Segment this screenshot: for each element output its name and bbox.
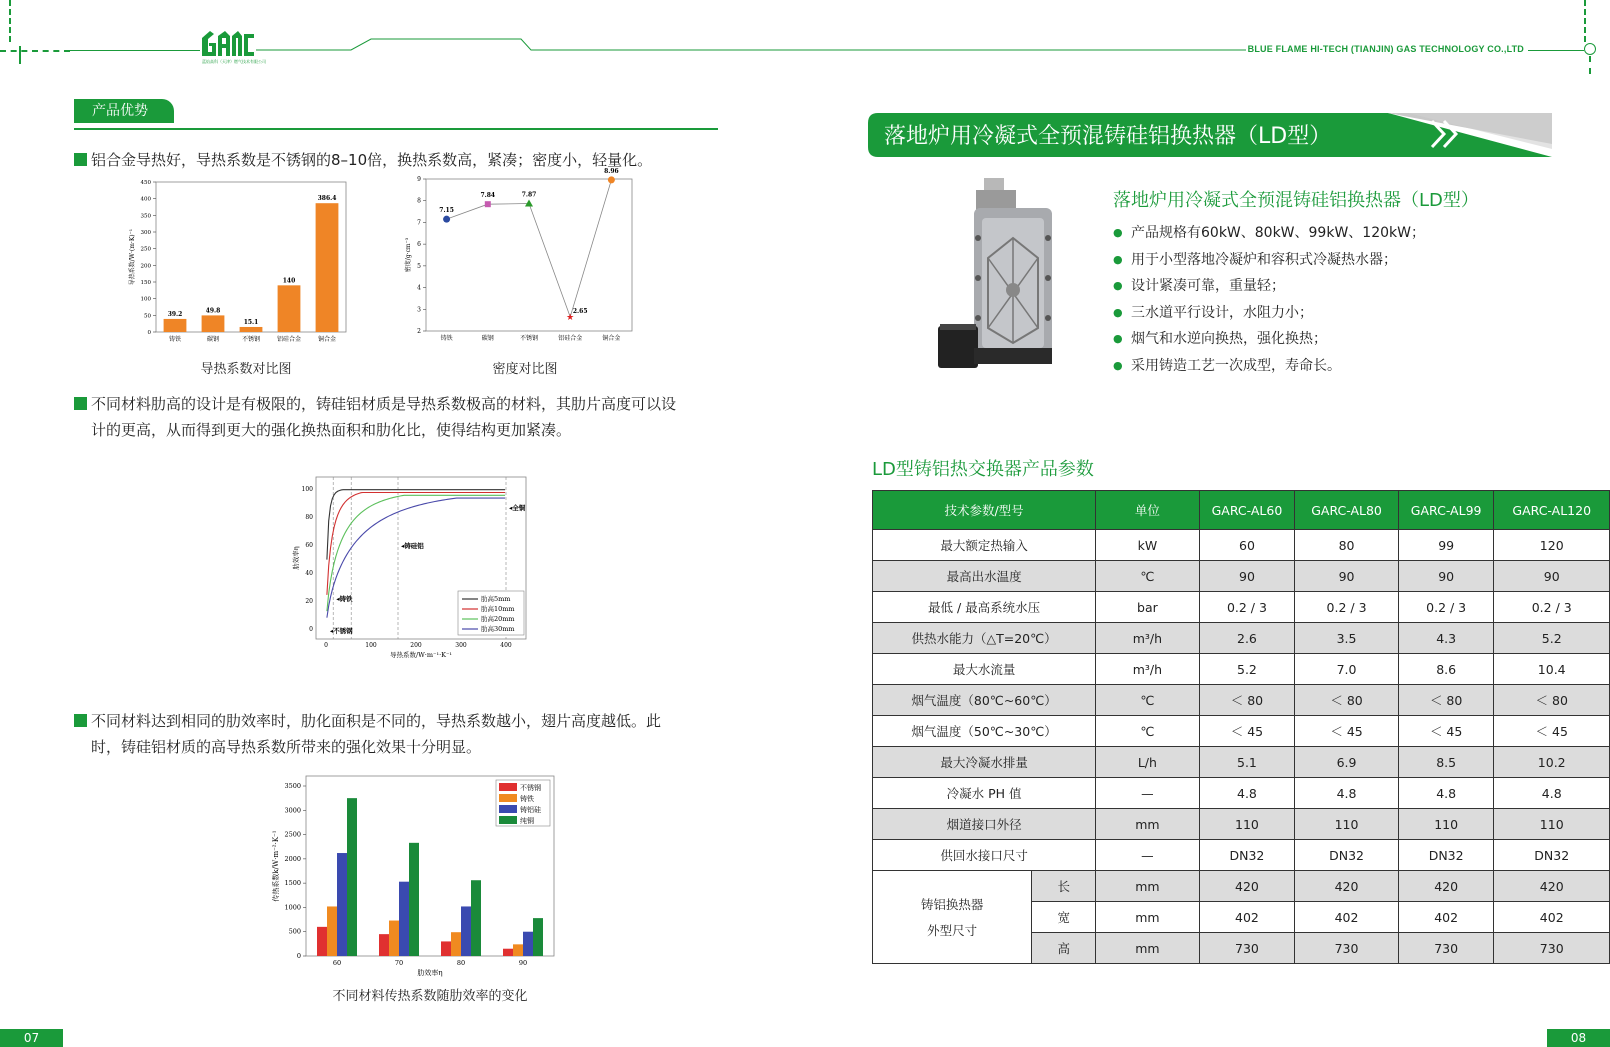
- caption-density: 密度对比图: [492, 362, 558, 377]
- marker: ★: [566, 312, 575, 323]
- x-tick-label: 300: [455, 642, 467, 649]
- table-cell: 烟气温度（50℃~30℃）: [873, 716, 1096, 747]
- table-cell: 冷凝水 PH 值: [873, 778, 1096, 809]
- table-cell: 420: [1199, 871, 1295, 902]
- x-tick-label: 400: [500, 642, 512, 649]
- x-tick-label: 铜合金: [317, 336, 337, 343]
- data-label: 2.65: [572, 307, 588, 315]
- x-tick-label: 不锈钢: [241, 336, 261, 343]
- table-cell: 420: [1398, 871, 1494, 902]
- feature-item: ● 用于小型落地冷凝炉和容积式冷凝热水器；: [1113, 247, 1425, 274]
- company-name: BLUE FLAME HI-TECH (TIANJIN) GAS TECHNOLOGY CO.,LTD: [1247, 44, 1524, 54]
- y-tick-label: 6: [417, 241, 421, 249]
- table-cell: 烟道接口外径: [873, 809, 1096, 840]
- paragraph-2: [74, 391, 676, 443]
- table-cell: m³/h: [1096, 623, 1200, 654]
- y-tick-label: 2: [417, 328, 421, 335]
- marker: [525, 200, 533, 207]
- table-cell: 80: [1295, 530, 1399, 561]
- table-row: [873, 716, 1610, 747]
- heat-transfer-coefficient-chart: [268, 772, 568, 982]
- bar: [513, 944, 523, 956]
- header-cell: 单位: [1096, 491, 1200, 530]
- bar: [409, 843, 419, 956]
- annotation: ◂铸铁: [336, 595, 353, 603]
- spec-table: [872, 490, 1610, 964]
- table-cell: 8.6: [1398, 654, 1494, 685]
- y-tick-label: 40: [305, 570, 313, 577]
- marker: [485, 201, 491, 207]
- bar: [379, 934, 389, 956]
- table-title: LD型铸铝热交换器产品参数: [872, 459, 1094, 480]
- y-tick-label: 2000: [284, 854, 301, 863]
- bar: [327, 906, 337, 956]
- dim-group-line1: 铸铝换热器: [920, 897, 984, 912]
- legend-label: 肋高10mm: [481, 605, 515, 613]
- x-tick-label: 碳钢: [206, 336, 220, 343]
- table-cell: 4.8: [1295, 778, 1399, 809]
- x-tick-label: 碳钢: [481, 335, 494, 342]
- paragraph-3-line2: 时，铸硅铝材质的高导热系数所带来的强化效果十分明显。: [91, 738, 482, 756]
- y-tick-label: 450: [140, 180, 151, 186]
- register-mark-right: [1584, 43, 1596, 55]
- table-cell: ＜ 80: [1494, 685, 1610, 716]
- y-tick-label: 250: [140, 246, 151, 253]
- x-tick-label: 90: [518, 959, 528, 967]
- section-underline: [74, 128, 718, 130]
- table-cell: ＜ 45: [1494, 716, 1610, 747]
- table-cell: 高: [1032, 933, 1096, 964]
- bullet-square: [74, 397, 87, 410]
- bar: [441, 941, 451, 956]
- header-cell: GARC-AL60: [1199, 491, 1295, 530]
- legend-label: 肋高20mm: [481, 615, 515, 623]
- table-cell: 5.2: [1199, 654, 1295, 685]
- annotation: ◂不锈钢: [329, 627, 353, 636]
- product-title: 落地炉用冷凝式全预混铸硅铝换热器（LD型）: [1113, 190, 1479, 211]
- table-cell: ℃: [1096, 685, 1200, 716]
- header-line-right: [1528, 50, 1584, 51]
- table-cell: 730: [1199, 933, 1295, 964]
- table-cell: L/h: [1096, 747, 1200, 778]
- table-cell: 4.8: [1199, 778, 1295, 809]
- y-axis-label: 传热系数k/W·m⁻²·K⁻¹: [272, 830, 280, 902]
- logo: [200, 28, 266, 64]
- table-cell: 90: [1199, 561, 1295, 592]
- x-tick-label: 铸铁: [440, 335, 453, 342]
- annotation: ◂全铜: [509, 504, 526, 512]
- legend-label: 铸铁: [520, 795, 534, 803]
- y-tick-label: 100: [301, 486, 313, 493]
- x-tick-label: 铜合金: [602, 335, 621, 342]
- table-row: [873, 747, 1610, 778]
- bar: [317, 927, 327, 956]
- paragraph-1: [74, 147, 652, 173]
- table-cell: 宽: [1032, 902, 1096, 933]
- feature-item: ● 烟气和水逆向换热，强化换热；: [1113, 326, 1425, 353]
- table-cell: 3.5: [1295, 623, 1399, 654]
- table-cell: 402: [1295, 902, 1399, 933]
- y-tick-label: 3500: [284, 782, 301, 790]
- x-tick-label: 铝硅合金: [558, 335, 583, 342]
- caption-thermal: 导热系数对比图: [200, 362, 292, 377]
- thermal-conductivity-chart: [126, 178, 356, 348]
- y-tick-label: 2500: [284, 830, 301, 839]
- paragraph-2-line1: 不同材料肋高的设计是有极限的，铸硅铝材质是导热系数极高的材料，其肋片高度可以设: [91, 395, 677, 413]
- y-tick-label: 20: [305, 598, 313, 605]
- table-row: [873, 530, 1610, 561]
- paragraph-1-text: 铝合金导热好，导热系数是不锈钢的8–10倍，换热系数高，紧凑；密度小，轻量化。: [91, 151, 653, 169]
- bar: [316, 203, 339, 332]
- table-cell: 0.2 / 3: [1199, 592, 1295, 623]
- feature-item: ● 采用铸造工艺一次成型，寿命长。: [1113, 353, 1425, 380]
- paragraph-2-line2: 计的更高，从而得到更大的强化换热面积和肋化比，使得结构更加紧凑。: [91, 421, 572, 439]
- header-cell: GARC-AL120: [1494, 491, 1610, 530]
- y-tick-label: 5: [417, 262, 421, 270]
- table-cell: DN32: [1494, 840, 1610, 871]
- table-cell: 7.0: [1295, 654, 1399, 685]
- feature-list: [1113, 220, 1425, 379]
- table-cell: 最低 / 最高系统水压: [873, 592, 1096, 623]
- caption-htc: 不同材料传热系数随肋效率的变化: [332, 989, 528, 1004]
- y-tick-label: 1000: [284, 903, 301, 912]
- table-cell: mm: [1096, 933, 1200, 964]
- y-tick-label: 8: [417, 197, 421, 205]
- table-cell: 5.1: [1199, 747, 1295, 778]
- table-cell: 供热水能力（△T=20℃）: [873, 623, 1096, 654]
- table-cell: 8.5: [1398, 747, 1494, 778]
- table-cell: 60: [1199, 530, 1295, 561]
- y-tick-label: 500: [288, 927, 301, 936]
- data-label: 7.84: [480, 192, 496, 200]
- table-cell: 长: [1032, 871, 1096, 902]
- table-cell: m³/h: [1096, 654, 1200, 685]
- dim-group-line2: 外型尺寸: [927, 923, 978, 938]
- bar: [278, 285, 301, 332]
- bar: [347, 798, 357, 956]
- table-cell: ＜ 80: [1295, 685, 1399, 716]
- table-cell: 0.2 / 3: [1295, 592, 1399, 623]
- table-row: [873, 623, 1610, 654]
- density-chart: [404, 167, 634, 349]
- table-row: [873, 871, 1610, 902]
- table-cell: 110: [1398, 809, 1494, 840]
- y-tick-label: 200: [140, 263, 151, 270]
- bar: [164, 319, 187, 332]
- table-cell: DN32: [1398, 840, 1494, 871]
- data-label: 7.15: [439, 207, 454, 215]
- crop-mark-right: [1584, 0, 1588, 42]
- legend-swatch: [499, 816, 517, 824]
- x-tick-label: 70: [394, 959, 404, 967]
- x-tick-label: 80: [456, 959, 466, 967]
- table-header-row: [873, 491, 1610, 530]
- table-cell: 110: [1199, 809, 1295, 840]
- legend-label: 肋高5mm: [481, 595, 511, 603]
- data-label: 140: [282, 277, 296, 285]
- bar: [399, 882, 409, 956]
- table-cell: 4.8: [1494, 778, 1610, 809]
- table-cell: 供回水接口尺寸: [873, 840, 1096, 871]
- table-cell: mm: [1096, 871, 1200, 902]
- dim-group-cell: [873, 871, 1032, 964]
- bar: [451, 932, 461, 956]
- annotation: ◂铸硅铝: [401, 541, 424, 550]
- bullet-square: [74, 714, 87, 727]
- bar: [240, 327, 263, 332]
- table-row: [873, 654, 1610, 685]
- header: [0, 0, 1610, 80]
- banner-chevron-icon: [1428, 117, 1464, 155]
- table-cell: 90: [1295, 561, 1399, 592]
- legend-swatch: [499, 783, 517, 791]
- feature-item: ● 三水道平行设计，水阻力小；: [1113, 300, 1425, 327]
- table-cell: 110: [1295, 809, 1399, 840]
- table-cell: 402: [1494, 902, 1610, 933]
- table-cell: 90: [1494, 561, 1610, 592]
- table-cell: 0.2 / 3: [1398, 592, 1494, 623]
- table-row: [873, 592, 1610, 623]
- table-cell: 10.2: [1494, 747, 1610, 778]
- y-tick-label: 0: [147, 330, 151, 336]
- bar: [471, 880, 481, 956]
- legend-label: 不锈钢: [520, 784, 541, 792]
- feature-item: ● 设计紧凑可靠，重量轻；: [1113, 273, 1425, 300]
- y-tick-label: 0: [309, 626, 313, 633]
- table-cell: —: [1096, 840, 1200, 871]
- bar: [461, 906, 471, 956]
- marker: [608, 176, 615, 183]
- y-tick-label: 100: [140, 296, 151, 303]
- data-label: 7.87: [521, 191, 537, 199]
- y-tick-label: 60: [305, 542, 313, 549]
- x-tick-label: 0: [324, 642, 328, 649]
- x-tick-label: 不锈钢: [519, 335, 539, 342]
- feature-item: ● 产品规格有60kW、80kW、99kW、120kW；: [1113, 220, 1425, 247]
- table-cell: ＜ 45: [1199, 716, 1295, 747]
- table-cell: 最大冷凝水排量: [873, 747, 1096, 778]
- header-line-left-dashed: [0, 50, 70, 52]
- table-cell: 10.4: [1494, 654, 1610, 685]
- table-cell: ℃: [1096, 716, 1200, 747]
- table-cell: 402: [1199, 902, 1295, 933]
- y-tick-label: 300: [140, 230, 151, 236]
- paragraph-3: [74, 708, 661, 760]
- x-axis-label: 导热系数/W·m⁻¹·K⁻¹: [389, 651, 453, 659]
- table-cell: DN32: [1199, 840, 1295, 871]
- table-cell: 4.8: [1398, 778, 1494, 809]
- legend-label: 铸铝硅: [520, 806, 541, 814]
- table-cell: 2.6: [1199, 623, 1295, 654]
- table-cell: mm: [1096, 902, 1200, 933]
- table-cell: 5.2: [1494, 623, 1610, 654]
- bullet-square: [74, 153, 87, 166]
- legend-swatch: [499, 794, 517, 802]
- table-row: [873, 561, 1610, 592]
- x-axis-label: 肋效率η: [417, 969, 443, 977]
- table-cell: DN32: [1295, 840, 1399, 871]
- data-label: 386.4: [317, 195, 337, 203]
- y-tick-label: 80: [305, 514, 313, 521]
- x-tick-label: 60: [332, 959, 342, 967]
- header-cell: 技术参数/型号: [873, 491, 1096, 530]
- table-cell: mm: [1096, 809, 1200, 840]
- y-axis-label: 导热系数/W·(m·K)⁻¹: [129, 228, 136, 286]
- crop-mark-left: [9, 0, 13, 42]
- table-cell: kW: [1096, 530, 1200, 561]
- bar: [523, 932, 533, 956]
- x-tick-label: 100: [365, 642, 377, 649]
- banner-title: 落地炉用冷凝式全预混铸硅铝换热器（LD型）: [884, 124, 1332, 149]
- table-cell: —: [1096, 778, 1200, 809]
- table-cell: ＜ 45: [1295, 716, 1399, 747]
- header-cell: GARC-AL99: [1398, 491, 1494, 530]
- page-number-right: 08: [1547, 1029, 1610, 1047]
- y-tick-label: 3000: [284, 806, 301, 815]
- bar: [503, 949, 513, 956]
- bar: [337, 853, 347, 956]
- table-cell: 730: [1295, 933, 1399, 964]
- y-axis-label: 密度/g·cm⁻³: [405, 237, 412, 273]
- table-cell: 最大水流量: [873, 654, 1096, 685]
- bar: [202, 315, 225, 332]
- table-cell: bar: [1096, 592, 1200, 623]
- bar: [533, 918, 543, 956]
- table-cell: 110: [1494, 809, 1610, 840]
- table-cell: 6.9: [1295, 747, 1399, 778]
- header-cell: GARC-AL80: [1295, 491, 1399, 530]
- table-row: [873, 685, 1610, 716]
- table-cell: 4.3: [1398, 623, 1494, 654]
- table-cell: ℃: [1096, 561, 1200, 592]
- x-tick-label: 铸铁: [168, 336, 182, 343]
- crop-mark-left-2: [19, 46, 21, 64]
- y-tick-label: 50: [144, 313, 151, 320]
- table-cell: ＜ 80: [1398, 685, 1494, 716]
- table-cell: 最高出水温度: [873, 561, 1096, 592]
- header-line-left: [70, 50, 200, 51]
- table-cell: 730: [1398, 933, 1494, 964]
- table-cell: 90: [1398, 561, 1494, 592]
- table-cell: 最大额定热输入: [873, 530, 1096, 561]
- crop-mark-right-2: [1589, 56, 1593, 74]
- y-axis-label: 肋效率η: [292, 546, 300, 570]
- table-cell: ＜ 80: [1199, 685, 1295, 716]
- y-tick-label: 1500: [284, 879, 301, 888]
- y-tick-label: 350: [140, 213, 151, 220]
- bar: [389, 921, 399, 956]
- table-cell: 402: [1398, 902, 1494, 933]
- y-tick-label: 9: [417, 176, 421, 183]
- table-row: [873, 809, 1610, 840]
- y-tick-label: 3: [417, 306, 421, 314]
- logo-subtitle: 蓝焰高科（天津）燃气技术有限公司: [202, 59, 266, 64]
- y-tick-label: 4: [417, 284, 421, 292]
- y-tick-label: 7: [417, 219, 421, 227]
- table-cell: 730: [1494, 933, 1610, 964]
- data-label: 15.1: [243, 318, 259, 326]
- y-tick-label: 400: [140, 196, 151, 203]
- product-image: [938, 178, 1088, 384]
- marker: [443, 216, 450, 223]
- table-cell: 120: [1494, 530, 1610, 561]
- header-divider: [256, 36, 1256, 56]
- y-tick-label: 150: [140, 280, 151, 286]
- x-tick-label: 铝硅合金: [276, 336, 302, 343]
- table-row: [873, 840, 1610, 871]
- y-tick-label: 0: [296, 952, 301, 960]
- data-label: 8.96: [604, 167, 619, 175]
- paragraph-3-line1: 不同材料达到相同的肋效率时，肋化面积是不同的，导热系数越小，翅片高度越低。此: [91, 712, 662, 730]
- page-number-left: 07: [0, 1029, 63, 1047]
- data-label: 39.2: [167, 310, 183, 318]
- legend-label: 肋高30mm: [481, 625, 515, 633]
- table-cell: 烟气温度（80℃~60℃）: [873, 685, 1096, 716]
- table-cell: 99: [1398, 530, 1494, 561]
- legend-swatch: [499, 805, 517, 813]
- section-tab: 产品优势: [74, 99, 174, 123]
- table-cell: ＜ 45: [1398, 716, 1494, 747]
- fin-efficiency-chart: [290, 475, 555, 675]
- table-cell: 0.2 / 3: [1494, 592, 1610, 623]
- data-label: 49.8: [205, 307, 221, 315]
- x-tick-label: 200: [410, 642, 422, 649]
- legend-label: 纯铜: [520, 817, 534, 825]
- table-cell: 420: [1295, 871, 1399, 902]
- table-row: [873, 778, 1610, 809]
- table-cell: 420: [1494, 871, 1610, 902]
